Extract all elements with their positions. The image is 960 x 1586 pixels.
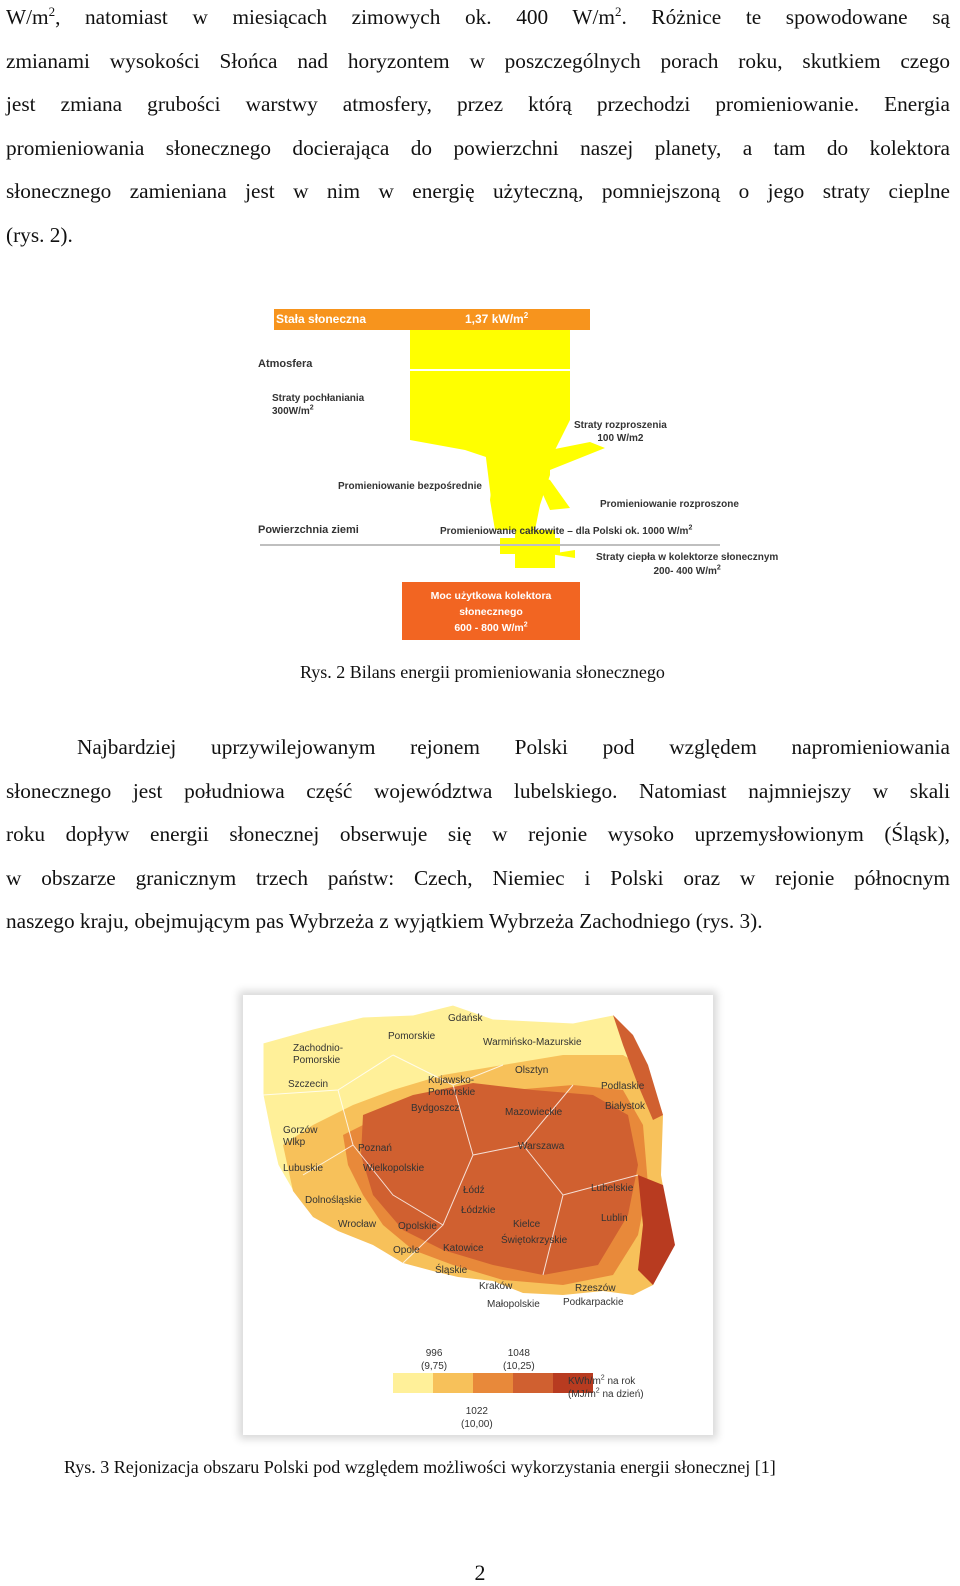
- legend-value-1022: 1022 (10,00): [461, 1406, 493, 1430]
- map-label-lubelskie: Lubelskie: [591, 1183, 634, 1194]
- map-label-dolnoslaskie: Dolnośląskie: [305, 1195, 362, 1206]
- total-radiation-label: Promieniowanie całkowite – dla Polski ok. 1000 $W/m^2$: [440, 524, 693, 537]
- paragraph-1: [6, 0, 950, 257]
- map-label-mazowieckie: Mazowieckie: [505, 1107, 563, 1118]
- map-label-gdansk: Gdańsk: [448, 1013, 483, 1024]
- map-label-wroclaw: Wrocław: [338, 1219, 377, 1230]
- map-label-opole: Opole: [393, 1245, 420, 1256]
- legend-unit: KWh/$m^2$ na rok ($MJ/m^2$ na dzień): [568, 1374, 644, 1400]
- ground-surface-label: Powierzchnia ziemi: [258, 524, 359, 536]
- map-label-bialystok: Białystok: [605, 1101, 646, 1112]
- map-label-warszawa: Warszawa: [518, 1141, 565, 1152]
- scatter-losses-label: Straty rozproszenia 100 W/m2: [574, 420, 667, 444]
- paragraph-2-line-4: w obszarze granicznym trzech państw: Czech, Niemiec i Polski oraz w rejonie północnym: [6, 865, 950, 890]
- map-label-rzeszow: Rzeszów: [575, 1283, 616, 1294]
- absorption-losses-label: Straty pochłaniania $300W/m^2$: [272, 393, 365, 417]
- heat-losses-label: Straty ciepła w kolektorze słonecznym 200- 400 $W/m^2$: [596, 552, 779, 577]
- map-label-szczecin: Szczecin: [288, 1079, 329, 1090]
- map-label-lublin: Lublin: [601, 1213, 628, 1224]
- legend-value-996: 996 (9,75): [421, 1348, 448, 1372]
- atmosphere-label: Atmosfera: [258, 358, 313, 370]
- map-label-slaskie: Śląskie: [435, 1265, 468, 1276]
- page-number: 2: [474, 1560, 486, 1585]
- paragraph-1-line-2: zmianami wysokości Słońca nad horyzontem w poszczególnych porach roku, skutkiem czego: [6, 48, 950, 73]
- map-label-pomorskie: Pomorskie: [388, 1031, 436, 1042]
- map-label-malopolskie: Małopolskie: [487, 1299, 540, 1310]
- map-label-kielce: Kielce: [513, 1219, 541, 1230]
- map-label-lodz: Łódź: [463, 1185, 485, 1196]
- paragraph-2-line-1: Najbardziej uprzywilejowanym rejonem Polski pod względem napromieniowania: [77, 735, 950, 759]
- map-label-lodzkie: Łódzkie: [461, 1205, 496, 1216]
- map-label-opolskie: Opolskie: [398, 1221, 437, 1232]
- solar-constant-label: Stała słoneczna: [276, 312, 367, 326]
- map-label-zachodnio-pomorskie: Zachodnio-Pomorskie: [293, 1043, 344, 1066]
- useful-power-label: Moc użytkowa kolektora słonecznego 600 - 800 $W/m^2$: [430, 590, 552, 634]
- map-label-warminsko-mazurskie: Warmińsko-Mazurskie: [483, 1037, 582, 1048]
- map-label-podlaskie: Podlaskie: [601, 1081, 645, 1092]
- map-label-olsztyn: Olsztyn: [515, 1065, 549, 1076]
- map-label-bydgoszcz: Bydgoszcz: [411, 1103, 460, 1114]
- diffuse-radiation-label: Promieniowanie rozproszone: [600, 499, 739, 510]
- paragraph-2-line-5: naszego kraju, obejmującym pas Wybrzeża z wyjątkiem Wybrzeża Zachodniego (rys. 3).: [6, 909, 763, 933]
- paragraph-1-line-5: słonecznego zamieniana jest w nim w energię użyteczną, pomniejszoną o jego straty cieplne: [6, 179, 950, 203]
- map-label-podkarpackie: Podkarpackie: [563, 1297, 624, 1308]
- map-label-poznan: Poznań: [358, 1143, 392, 1154]
- direct-radiation-label: Promieniowanie bezpośrednie: [338, 481, 482, 492]
- paragraph-1-line-1: $W/m^2$, natomiast w miesiącach zimowych ok. 400 $W/m^2$. Różnice te spowodowane są: [6, 3, 950, 29]
- paragraph-1-line-6: (rys. 2).: [6, 222, 73, 247]
- figure-3-caption: Rys. 3 Rejonizacja obszaru Polski pod względem możliwości wykorzystania energii słonecznej [1]: [64, 1457, 776, 1477]
- poland-solar-map-figure: [243, 995, 713, 1435]
- map-label-wielkopolskie: Wielkopolskie: [363, 1163, 425, 1174]
- solar-constant-value: 1,37 $kW/m^2$: [465, 311, 529, 326]
- paragraph-1-line-4: promieniowania słonecznego docierająca do powierzchni naszej planety, a tam do kolektora: [6, 135, 950, 160]
- figure-2-caption: Rys. 2 Bilans energii promieniowania słonecznego: [300, 662, 665, 682]
- paragraph-2-line-3: roku dopływ energii słonecznej obserwuje się w rejonie wysoko uprzemysłowionym (Śląsk),: [6, 822, 950, 846]
- map-label-gorzow: Gorzów Wlkp: [283, 1125, 318, 1148]
- map-label-katowice: Katowice: [443, 1243, 484, 1254]
- map-label-kujawsko-pomorskie: Kujawsko-Pomorskie: [428, 1075, 476, 1098]
- legend-value-1048: 1048 (10,25): [503, 1348, 535, 1372]
- paragraph-2: [6, 726, 950, 944]
- map-label-lubuskie: Lubuskie: [283, 1163, 324, 1174]
- paragraph-1-line-3: jest zmiana grubości warstwy atmosfery, przez którą przechodzi promieniowanie. Energia: [6, 92, 950, 116]
- energy-balance-figure: [250, 300, 790, 645]
- map-label-krakow: Kraków: [479, 1281, 513, 1292]
- paragraph-2-line-2: słonecznego jest południowa część województwa lubelskiego. Natomiast najmniejszy w skali: [6, 778, 950, 803]
- map-label-swietokrzyskie: Świętokrzyskie: [501, 1235, 568, 1246]
